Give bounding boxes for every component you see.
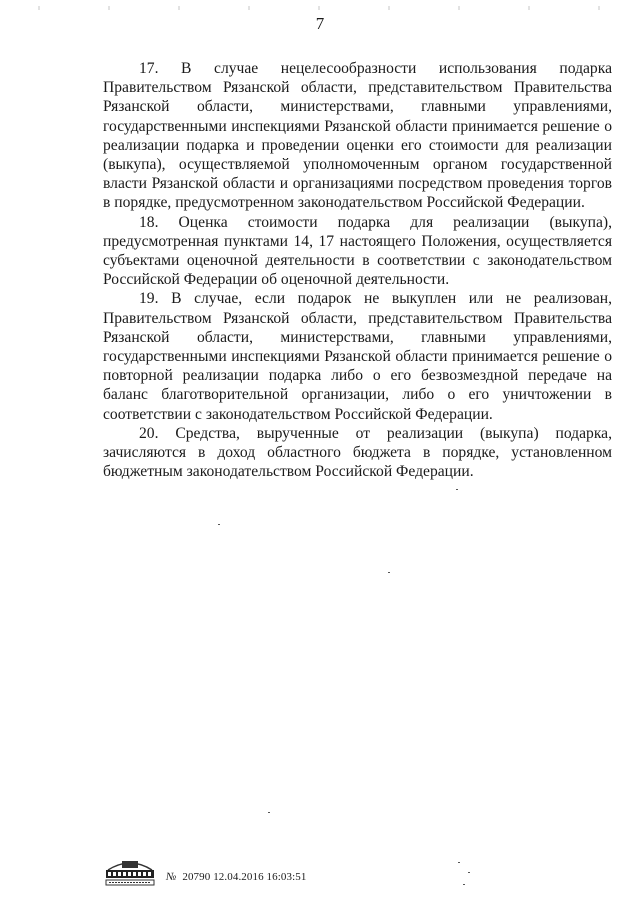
paragraph-18: 18. Оценка стоимости подарка для реализации (выкупа), предусмотренная пунктами 14, 17 настоящего Положения, осуществляется субъектами оценочной деятельности в соответствии с законодательством Российской Федерации об оценочной деятельности. (103, 213, 612, 289)
scan-speck (456, 489, 458, 490)
registration-timestamp: 12.04.2016 16:03:51 (213, 871, 307, 883)
page-number: 7 (315, 14, 325, 33)
scan-speck (463, 884, 465, 885)
scan-speck (458, 862, 460, 863)
number-sign: № (166, 871, 177, 883)
scan-speck (388, 572, 390, 573)
scan-speck (218, 524, 220, 525)
document-body (103, 59, 612, 481)
paragraph-17: 17. В случае нецелесообразности использования подарка Правительством Рязанской области, представительством Правительства Рязанской области, министерствами, главными управлениями, государственными инспекциями Рязанской области принимается решение о реализации подарка и проведении оценки его стоимости для реализации (выкупа), осуществляемой уполномоченным органом государственной власти Рязанской области и организациями посредством проведения торгов в порядке, предусмотренном законодательством Российской Федерации. (103, 60, 612, 212)
scan-speck (468, 872, 470, 873)
paragraph-20: 20. Средства, вырученные от реализации (выкупа) подарка, зачисляются в доход областного бюджета в порядке, установленном бюджетным законодательством Российской Федерации. (103, 424, 612, 481)
scan-speck (268, 812, 270, 813)
registration-footer (166, 871, 306, 883)
paragraph-19: 19. В случае, если подарок не выкуплен или не реализован, Правительством Рязанской области, представительством Правительства Рязанской области, министерствами, главными управлениями, государственными инспекциями Рязанской области принимается решение о повторной реализации подарка либо о его безвозмездной передаче на баланс благотворительной организации, либо о его уничтожении в соответствии с законодательством Российской Федерации. (103, 290, 612, 423)
scan-artifact-top (0, 6, 640, 10)
registry-stamp-logo (104, 858, 156, 888)
document-number: 20790 (182, 871, 211, 883)
